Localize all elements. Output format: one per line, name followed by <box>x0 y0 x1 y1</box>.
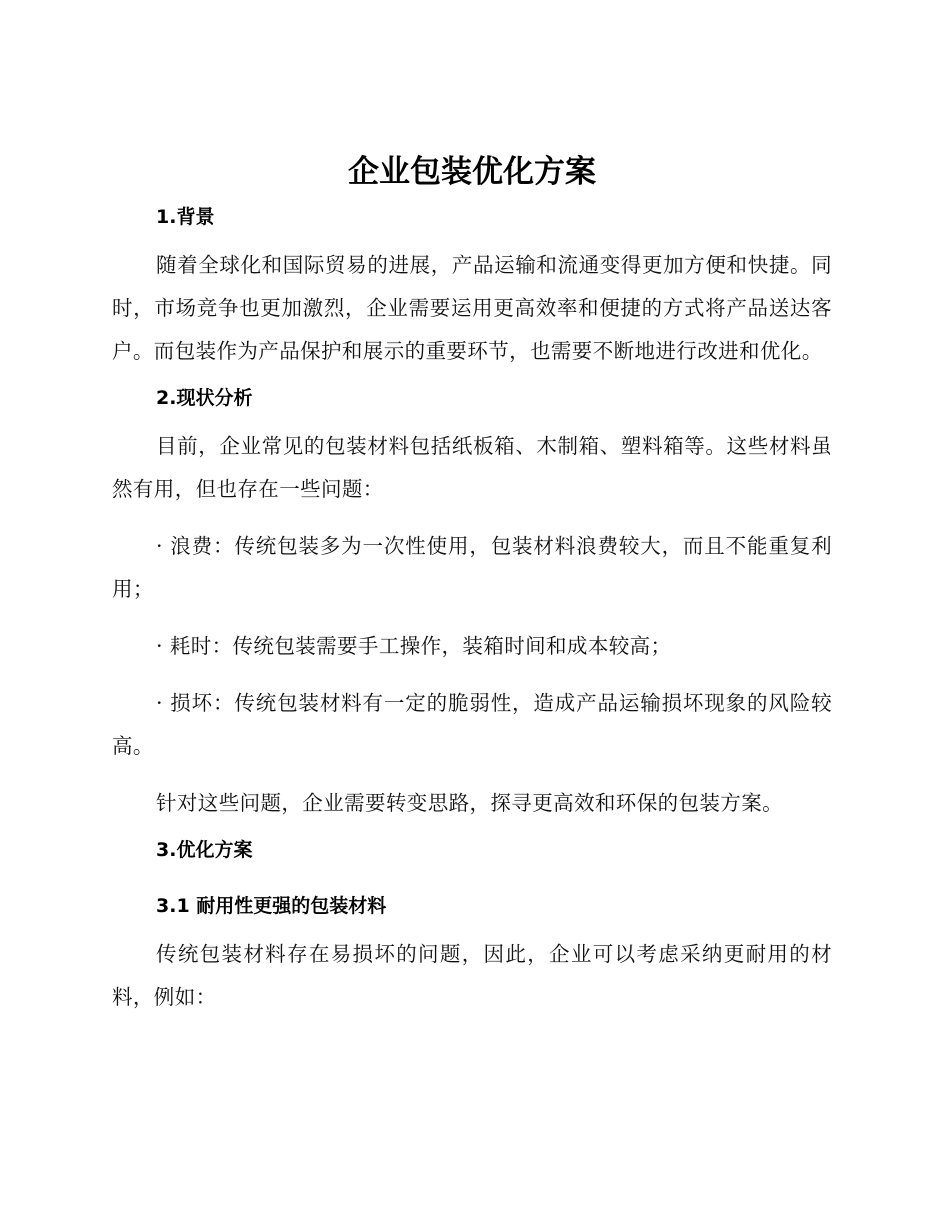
document-page <box>112 148 832 1019</box>
paragraph-background: 随着全球化和国际贸易的进展，产品运输和流通变得更加方便和快捷。同时，市场竞争也更加激烈，企业需要运用更高效率和便捷的方式将产品送达客户。而包装作为产品保护和展示的重要环节，也需要不断地进行改进和优化。 <box>112 253 832 363</box>
subsection-heading-durable-materials: 3.1 耐用性更强的包装材料 <box>156 895 387 917</box>
paragraph-durable-materials: 传统包装材料存在易损坏的问题，因此，企业可以考虑采纳更耐用的材料，例如： <box>112 942 832 1009</box>
paragraph-analysis-intro: 目前，企业常见的包装材料包括纸板箱、木制箱、塑料箱等。这些材料虽然有用，但也存在一些问题： <box>112 434 832 501</box>
paragraph-analysis-conclusion: 针对这些问题，企业需要转变思路，探寻更高效和环保的包装方案。 <box>156 791 783 815</box>
section-heading-analysis: 2.现状分析 <box>156 387 253 409</box>
bullet-waste: · 浪费：传统包装多为一次性使用，包装材料浪费较大，而且不能重复利用； <box>112 534 832 601</box>
bullet-damage: · 损坏：传统包装材料有一定的脆弱性，造成产品运输损坏现象的风险较高。 <box>112 691 832 758</box>
bullet-time: · 耗时：传统包装需要手工操作，装箱时间和成本较高； <box>156 634 672 658</box>
document-title: 企业包装优化方案 <box>348 154 596 190</box>
section-heading-background: 1.背景 <box>156 206 215 228</box>
section-heading-plan: 3.优化方案 <box>156 839 253 861</box>
